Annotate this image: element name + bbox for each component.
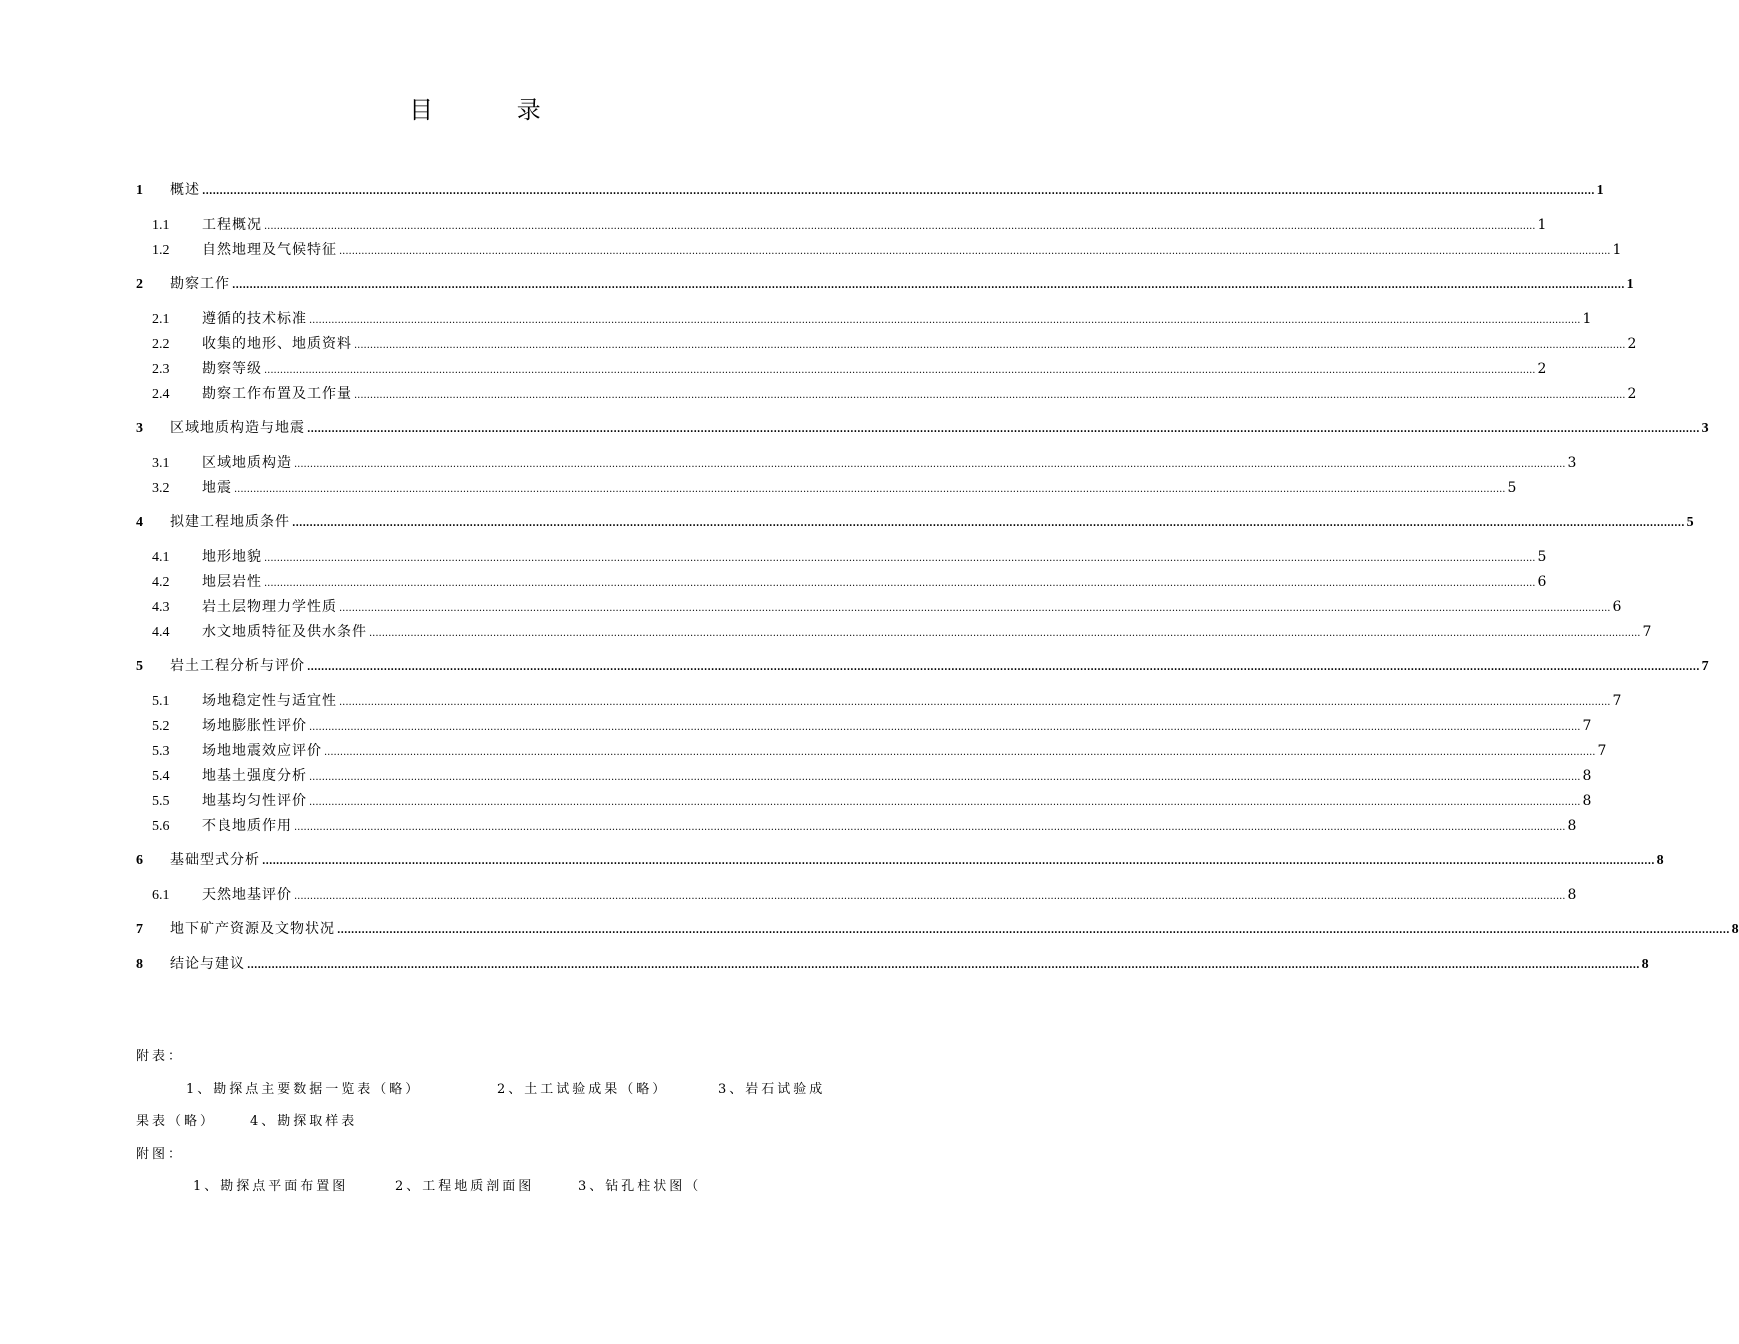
- toc-section[interactable]: [136, 764, 1592, 789]
- attachment-figure-item-2: 2、工程地质剖面图: [395, 1179, 535, 1194]
- toc-number: 5.4: [152, 769, 170, 784]
- toc-number: 5.1: [152, 694, 170, 709]
- toc-number: 4.4: [152, 625, 170, 640]
- toc-leader: ................................................................................................................................................................................................................................................................................................................................................................................................................: [339, 603, 1611, 614]
- toc-page-number: 7: [1701, 659, 1709, 674]
- toc-leader: ................................................................................................................................................................................................................................................................................................................................................................................................................: [234, 484, 1506, 495]
- toc-page-number: 2: [1627, 386, 1637, 402]
- toc-number: 1: [136, 183, 143, 198]
- toc-leader: ................................................................................................................................................................................................................................................................................................................................................................................................................: [309, 797, 1581, 808]
- toc-number: 4.1: [152, 550, 170, 565]
- toc-number: 1.1: [152, 218, 170, 233]
- toc-title: 勘察工作布置及工作量: [202, 386, 352, 402]
- attachment-table-label: 附表：: [136, 1049, 185, 1064]
- table-of-contents: [136, 178, 1739, 987]
- toc-title: 区域地质构造: [202, 455, 292, 471]
- toc-section[interactable]: [136, 357, 1547, 382]
- toc-title: 遵循的技术标准: [202, 311, 307, 327]
- toc-chapter[interactable]: [136, 654, 1709, 680]
- toc-page-number: 7: [1597, 743, 1607, 759]
- toc-number: 1.2: [152, 243, 170, 258]
- toc-page-number: 8: [1567, 818, 1577, 834]
- toc-title: 区域地质构造与地震: [170, 420, 305, 436]
- toc-number: 4: [136, 515, 143, 530]
- toc-number: 6: [136, 853, 143, 868]
- toc-page-number: 8: [1656, 853, 1664, 868]
- toc-section[interactable]: [136, 307, 1592, 332]
- toc-section[interactable]: [136, 382, 1637, 407]
- toc-section[interactable]: [136, 213, 1547, 238]
- toc-page-number: 8: [1641, 957, 1649, 972]
- toc-title: 工程概况: [202, 217, 262, 233]
- toc-leader: ................................................................................................................................................................................................................................................................................................................................................................................................................: [232, 280, 1625, 291]
- toc-title: 场地膨胀性评价: [202, 718, 307, 734]
- attachment-table-item-3-cont: 果表（略）: [136, 1114, 217, 1129]
- toc-page-number: 1: [1582, 311, 1592, 327]
- toc-section[interactable]: [136, 595, 1622, 620]
- toc-section[interactable]: [136, 883, 1577, 908]
- toc-title: 拟建工程地质条件: [170, 514, 290, 530]
- page-title: 目 录: [409, 96, 579, 124]
- toc-page-number: 3: [1701, 421, 1709, 436]
- toc-title: 地震: [202, 480, 232, 496]
- toc-number: 3.2: [152, 481, 170, 496]
- toc-leader: ................................................................................................................................................................................................................................................................................................................................................................................................................: [294, 891, 1566, 902]
- toc-leader: ................................................................................................................................................................................................................................................................................................................................................................................................................: [339, 246, 1611, 257]
- toc-title: 结论与建议: [170, 956, 245, 972]
- toc-title: 不良地质作用: [202, 818, 292, 834]
- toc-section[interactable]: [136, 332, 1637, 357]
- toc-page-number: 1: [1537, 217, 1547, 233]
- toc-number: 4.2: [152, 575, 170, 590]
- toc-leader: ................................................................................................................................................................................................................................................................................................................................................................................................................: [247, 960, 1640, 971]
- toc-leader: ................................................................................................................................................................................................................................................................................................................................................................................................................: [264, 365, 1536, 376]
- toc-leader: ................................................................................................................................................................................................................................................................................................................................................................................................................: [264, 221, 1536, 232]
- toc-number: 2.4: [152, 387, 170, 402]
- toc-page-number: 1: [1626, 277, 1634, 292]
- toc-section[interactable]: [136, 451, 1577, 476]
- toc-title: 场地稳定性与适宜性: [202, 693, 337, 709]
- toc-number: 5.2: [152, 719, 170, 734]
- toc-page-number: 5: [1537, 549, 1547, 565]
- toc-number: 2.2: [152, 337, 170, 352]
- toc-leader: ................................................................................................................................................................................................................................................................................................................................................................................................................: [307, 424, 1700, 435]
- toc-title: 地下矿产资源及文物状况: [170, 921, 335, 937]
- toc-leader: ................................................................................................................................................................................................................................................................................................................................................................................................................: [339, 697, 1611, 708]
- toc-section[interactable]: [136, 714, 1592, 739]
- attachment-table-item-1: 1、勘探点主要数据一览表（略）: [186, 1082, 422, 1097]
- toc-leader: ................................................................................................................................................................................................................................................................................................................................................................................................................: [202, 186, 1595, 197]
- toc-number: 6.1: [152, 888, 170, 903]
- toc-leader: ................................................................................................................................................................................................................................................................................................................................................................................................................: [292, 518, 1685, 529]
- toc-title: 勘察工作: [170, 276, 230, 292]
- toc-chapter[interactable]: [136, 272, 1634, 298]
- toc-page-number: 8: [1582, 793, 1592, 809]
- toc-page-number: 7: [1582, 718, 1592, 734]
- toc-leader: ................................................................................................................................................................................................................................................................................................................................................................................................................: [354, 340, 1626, 351]
- toc-leader: ................................................................................................................................................................................................................................................................................................................................................................................................................: [309, 722, 1581, 733]
- toc-title: 概述: [170, 182, 200, 198]
- toc-section[interactable]: [136, 789, 1592, 814]
- toc-page-number: 5: [1686, 515, 1694, 530]
- toc-page-number: 7: [1612, 693, 1622, 709]
- toc-chapter[interactable]: [136, 848, 1664, 874]
- toc-section[interactable]: [136, 814, 1577, 839]
- toc-title: 场地地震效应评价: [202, 743, 322, 759]
- attachment-table-item-2: 2、土工试验成果（略）: [497, 1082, 669, 1097]
- toc-section[interactable]: [136, 739, 1607, 764]
- toc-leader: ................................................................................................................................................................................................................................................................................................................................................................................................................: [294, 459, 1566, 470]
- toc-number: 2: [136, 277, 143, 292]
- attachment-table-item-3: 3、岩石试验成: [718, 1082, 826, 1097]
- toc-title: 地基均匀性评价: [202, 793, 307, 809]
- toc-leader: ................................................................................................................................................................................................................................................................................................................................................................................................................: [354, 390, 1626, 401]
- toc-chapter[interactable]: [136, 510, 1694, 536]
- attachment-figure-label: 附图：: [136, 1147, 185, 1162]
- toc-page-number: 8: [1731, 922, 1739, 937]
- toc-section[interactable]: [136, 476, 1517, 501]
- attachment-figure-item-3: 3、钻孔柱状图（: [578, 1179, 702, 1194]
- toc-number: 2.3: [152, 362, 170, 377]
- toc-page-number: 8: [1582, 768, 1592, 784]
- toc-leader: ................................................................................................................................................................................................................................................................................................................................................................................................................: [337, 925, 1730, 936]
- toc-title: 地层岩性: [202, 574, 262, 590]
- toc-leader: ................................................................................................................................................................................................................................................................................................................................................................................................................: [262, 856, 1655, 867]
- toc-page-number: 2: [1627, 336, 1637, 352]
- attachment-table-item-4: 4、勘探取样表: [250, 1114, 358, 1129]
- toc-number: 8: [136, 957, 143, 972]
- toc-title: 收集的地形、地质资料: [202, 336, 352, 352]
- toc-title: 地形地貌: [202, 549, 262, 565]
- toc-leader: ................................................................................................................................................................................................................................................................................................................................................................................................................: [264, 578, 1536, 589]
- toc-page-number: 5: [1507, 480, 1517, 496]
- toc-page-number: 8: [1567, 887, 1577, 903]
- toc-page-number: 6: [1537, 574, 1547, 590]
- toc-number: 5.3: [152, 744, 170, 759]
- toc-chapter[interactable]: [136, 917, 1739, 943]
- toc-leader: ................................................................................................................................................................................................................................................................................................................................................................................................................: [264, 553, 1536, 564]
- toc-number: 5.6: [152, 819, 170, 834]
- toc-leader: ................................................................................................................................................................................................................................................................................................................................................................................................................: [294, 822, 1566, 833]
- toc-number: 3.1: [152, 456, 170, 471]
- toc-number: 5.5: [152, 794, 170, 809]
- toc-leader: ................................................................................................................................................................................................................................................................................................................................................................................................................: [307, 662, 1700, 673]
- toc-leader: ................................................................................................................................................................................................................................................................................................................................................................................................................: [324, 747, 1596, 758]
- toc-title: 天然地基评价: [202, 887, 292, 903]
- toc-chapter[interactable]: [136, 178, 1604, 204]
- toc-number: 2.1: [152, 312, 170, 327]
- toc-chapter[interactable]: [136, 416, 1709, 442]
- toc-page-number: 1: [1612, 242, 1622, 258]
- toc-leader: ................................................................................................................................................................................................................................................................................................................................................................................................................: [369, 628, 1641, 639]
- toc-section[interactable]: [136, 570, 1547, 595]
- toc-title: 基础型式分析: [170, 852, 260, 868]
- toc-page-number: 2: [1537, 361, 1547, 377]
- toc-section[interactable]: [136, 689, 1622, 714]
- toc-title: 自然地理及气候特征: [202, 242, 337, 258]
- toc-title: 岩土工程分析与评价: [170, 658, 305, 674]
- toc-number: 7: [136, 922, 143, 937]
- toc-number: 3: [136, 421, 143, 436]
- toc-leader: ................................................................................................................................................................................................................................................................................................................................................................................................................: [309, 772, 1581, 783]
- attachment-figure-item-1: 1、勘探点平面布置图: [193, 1179, 349, 1194]
- toc-section[interactable]: [136, 620, 1652, 645]
- toc-title: 勘察等级: [202, 361, 262, 377]
- toc-section[interactable]: [136, 545, 1547, 570]
- toc-number: 4.3: [152, 600, 170, 615]
- toc-leader: ................................................................................................................................................................................................................................................................................................................................................................................................................: [309, 315, 1581, 326]
- toc-title: 水文地质特征及供水条件: [202, 624, 367, 640]
- toc-chapter[interactable]: [136, 952, 1649, 978]
- toc-number: 5: [136, 659, 143, 674]
- toc-page-number: 1: [1596, 183, 1604, 198]
- toc-page-number: 3: [1567, 455, 1577, 471]
- toc-page-number: 6: [1612, 599, 1622, 615]
- toc-page-number: 7: [1642, 624, 1652, 640]
- toc-title: 地基土强度分析: [202, 768, 307, 784]
- toc-section[interactable]: [136, 238, 1622, 263]
- toc-title: 岩土层物理力学性质: [202, 599, 337, 615]
